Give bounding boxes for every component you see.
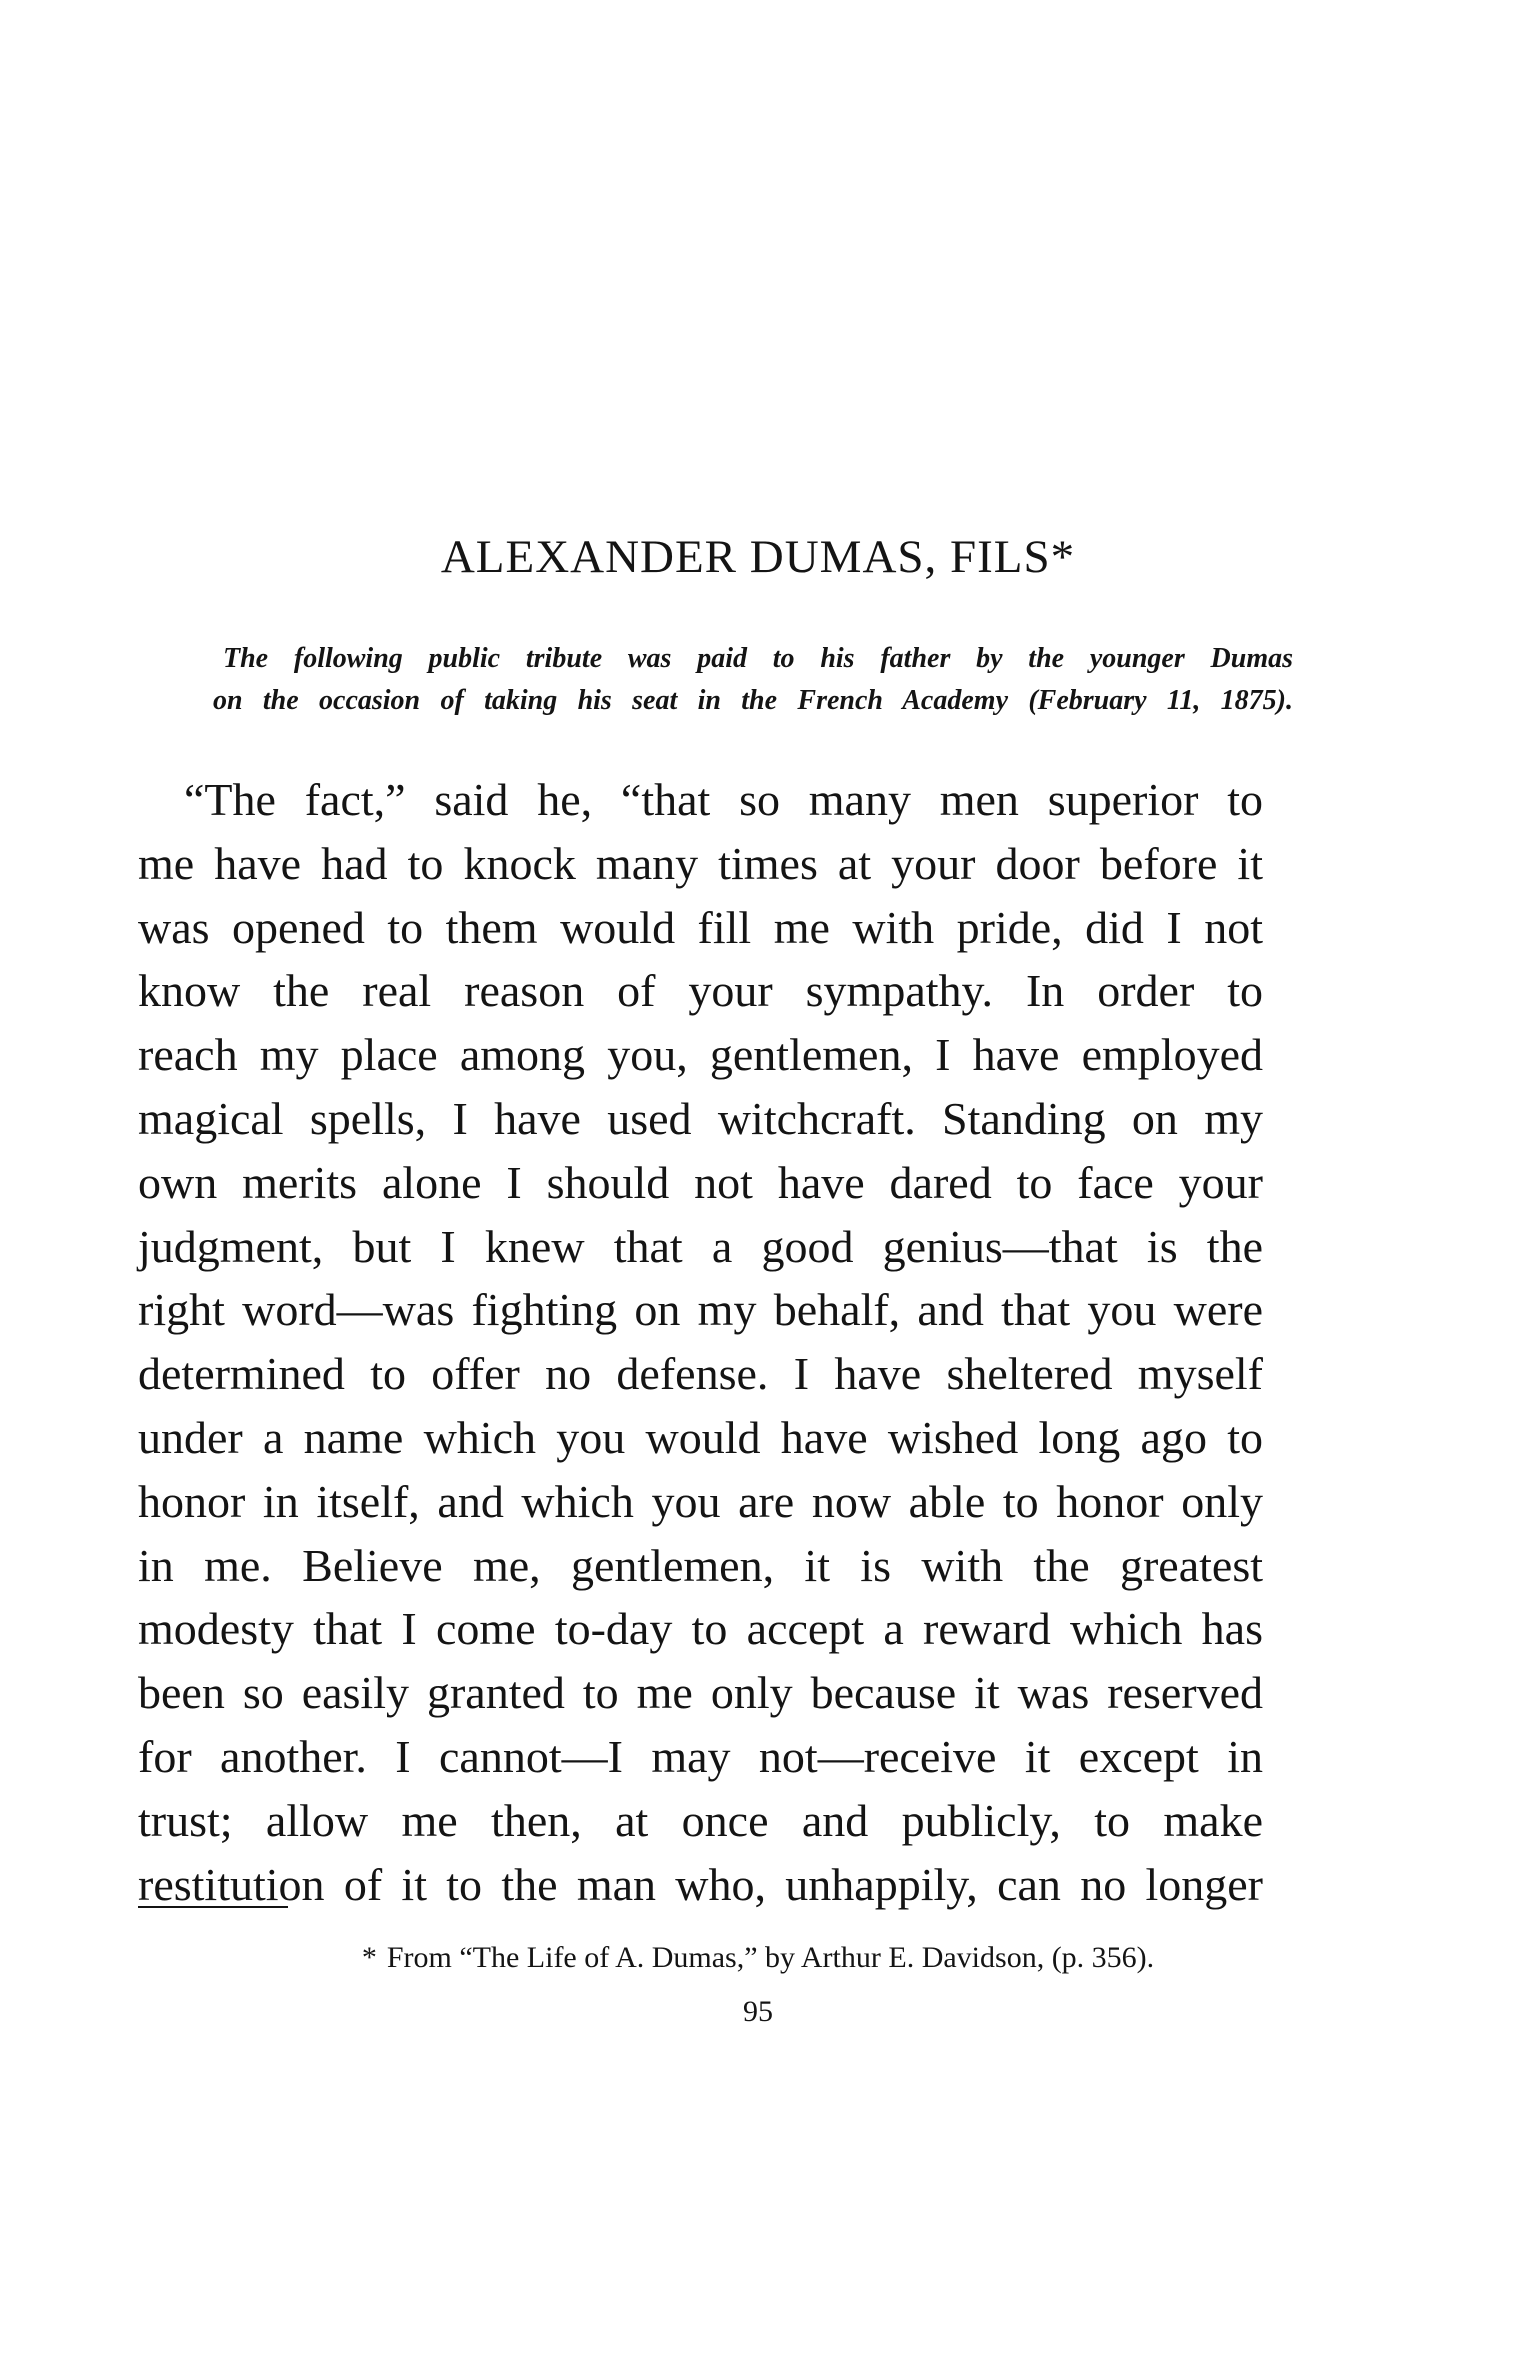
body-line: under a name which you would have wished long ago to bbox=[138, 1411, 1263, 1463]
body-line: judgment, but I knew that a good genius—that is the bbox=[138, 1220, 1263, 1272]
body-line: “The fact,” said he, “that so many men superior to bbox=[184, 774, 1263, 825]
intro-note bbox=[213, 638, 1293, 722]
chapter-title: ALEXANDER DUMAS, FILS* bbox=[440, 531, 1076, 583]
body-line: determined to offer no defense. I have sheltered myself bbox=[138, 1348, 1263, 1400]
body-line: magical spells, I have used witchcraft. Standing on my bbox=[138, 1092, 1263, 1144]
page-number: 95 bbox=[743, 1995, 773, 2028]
body-line: me have had to knock many times at your door before it bbox=[138, 837, 1263, 889]
body-line: restitution of it to the man who, unhappily, can no longer bbox=[138, 1858, 1263, 1910]
footnote-text: From “The Life of A. Dumas,” by Arthur E. Davidson, (p. 356). bbox=[386, 1941, 1155, 1974]
intro-line: on the occasion of taking his seat in the French Academy (February 11, 1875). bbox=[213, 685, 1293, 716]
body-line: been so easily granted to me only because it was reserved bbox=[138, 1667, 1263, 1719]
body-line: in me. Believe me, gentlemen, it is with the greatest bbox=[138, 1539, 1263, 1591]
body-line: reach my place among you, gentlemen, I have employed bbox=[138, 1029, 1263, 1081]
body-line: honor in itself, and which you are now able to honor only bbox=[138, 1475, 1263, 1527]
footnote-marker: * bbox=[361, 1941, 377, 1974]
body-line: for another. I cannot—I may not—receive it except in bbox=[138, 1730, 1263, 1782]
body-line: own merits alone I should not have dared to face your bbox=[138, 1156, 1263, 1208]
body-line: was opened to them would fill me with pride, did I not bbox=[138, 901, 1263, 953]
footnote bbox=[0, 1938, 1516, 1978]
body-line: know the real reason of your sympathy. In order to bbox=[138, 965, 1263, 1017]
body-line: trust; allow me then, at once and publicly, to make bbox=[138, 1794, 1263, 1846]
body-paragraph bbox=[138, 768, 1263, 1916]
body-line: right word—was fighting on my behalf, and that you were bbox=[138, 1284, 1263, 1336]
body-line: modesty that I come to-day to accept a reward which has bbox=[138, 1603, 1263, 1655]
intro-line: The following public tribute was paid to his father by the younger Dumas bbox=[223, 643, 1293, 674]
footnote-divider bbox=[138, 1906, 288, 1908]
